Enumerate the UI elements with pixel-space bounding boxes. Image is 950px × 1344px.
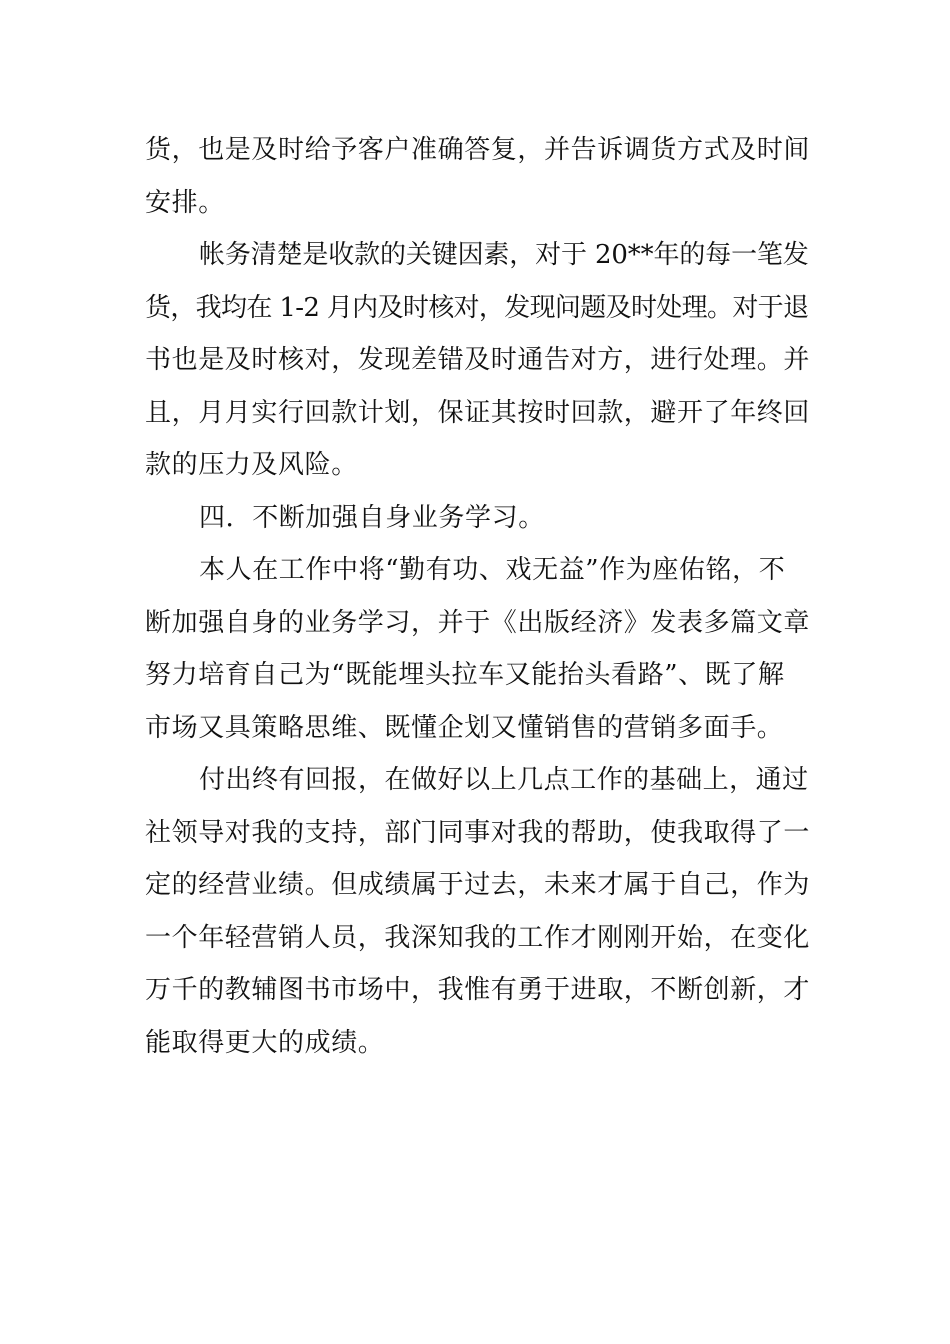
- text-line: 断加强自身的业务学习，并于《出版经济》发表多篇文章: [145, 607, 811, 638]
- text-line: 万千的教辅图书市场中，我惟有勇于进取，不断创新，才: [145, 975, 811, 1005]
- text-line: 能取得更大的成绩。: [145, 1027, 385, 1058]
- text-line: 款的压力及风险。: [145, 450, 358, 480]
- text-line: 一个年轻营销人员，我深知我的工作才刚刚开始，在变化: [145, 922, 811, 953]
- text-line: 书也是及时核对，发现差错及时通告对方，进行处理。并: [145, 345, 811, 375]
- paragraph-first-line: 付出终有回报，在做好以上几点工作的基础上，通过: [199, 765, 809, 795]
- text-line: 货，也是及时给予客户准确答复，并告诉调货方式及时间: [145, 135, 811, 165]
- text-line: 市场又具策略思维、既懂企划又懂销售的营销多面手。: [145, 712, 784, 743]
- text-line: 货，我均在 1-2 月内及时核对，发现问题及时处理。对于退: [145, 292, 809, 323]
- text-line: 且，月月实行回款计划，保证其按时回款，避开了年终回: [145, 397, 811, 428]
- section-heading: 四．不断加强自身业务学习。: [199, 502, 545, 533]
- text-line: 社领导对我的支持，部门同事对我的帮助，使我取得了一: [145, 817, 811, 848]
- text-line: 安排。: [145, 187, 225, 218]
- text-line: 努力培育自己为“既能埋头拉车又能抬头看路”、既了解: [145, 660, 785, 690]
- paragraph-first-line: 帐务清楚是收款的关键因素，对于 20**年的每一笔发: [199, 240, 809, 270]
- document-body: [145, 124, 810, 1069]
- text-line: 定的经营业绩。但成绩属于过去，未来才属于自己，作为: [145, 870, 811, 900]
- paragraph-first-line: 本人在工作中将“勤有功、戏无益”作为座佑铭，不: [199, 555, 786, 585]
